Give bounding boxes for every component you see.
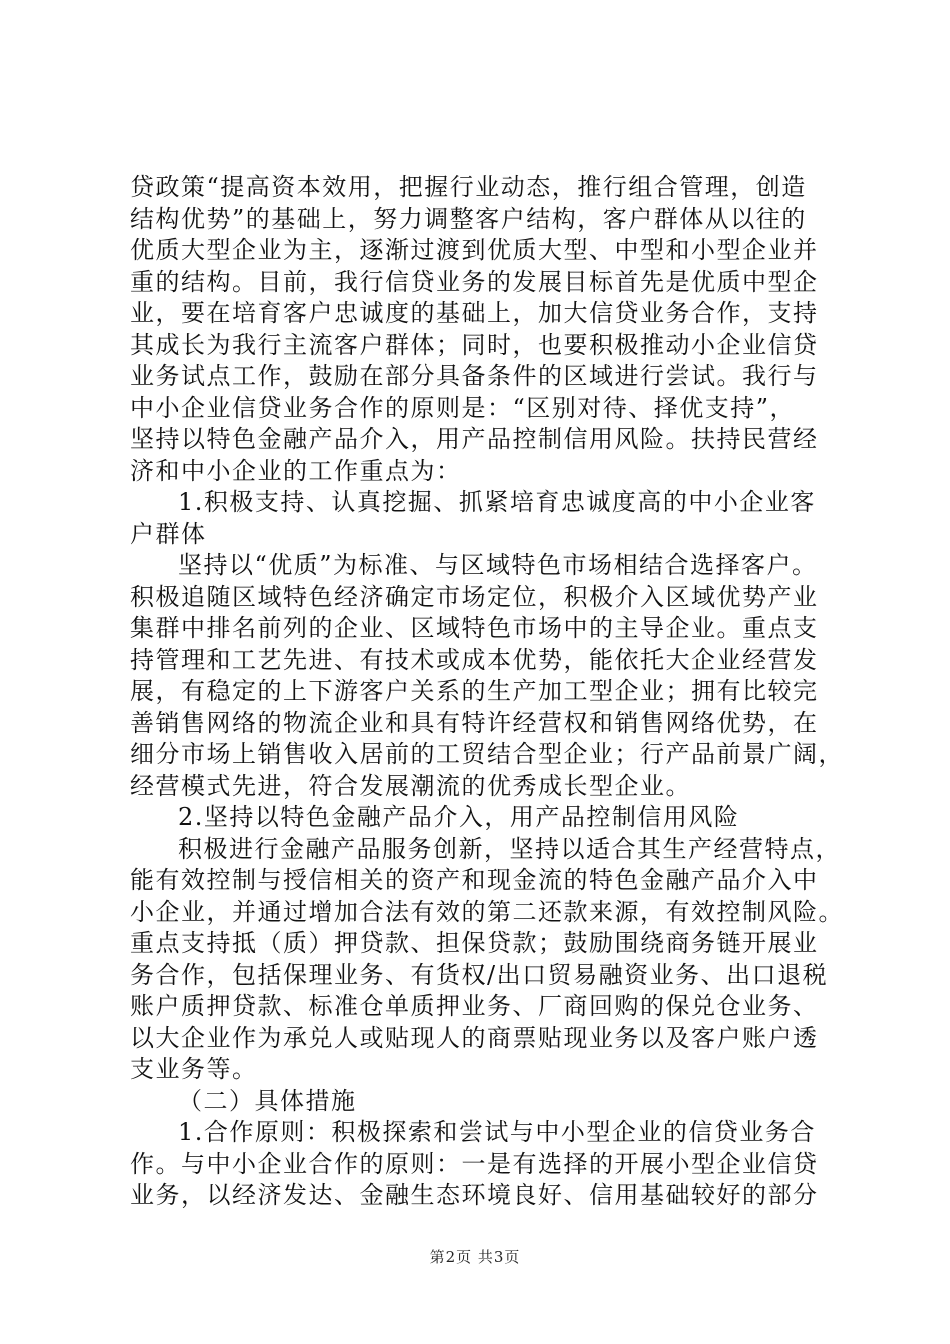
text-line: 作。与中小企业合作的原则：一是有选择的开展小型企业信贷 — [130, 1149, 819, 1178]
section-heading: 1.积极支持、认真挖掘、抓紧培育忠诚度高的中小企业客 — [178, 488, 816, 516]
text-line: 善销售网络的物流企业和具有特许经营权和销售网络优势，在 — [130, 708, 819, 737]
text-line: 结构优势”的基础上，努力调整客户结构，客户群体从以往的 — [130, 204, 807, 233]
text-line: 集群中排名前列的企业、区域特色市场中的主导企业。重点支 — [130, 614, 819, 642]
text-line: 积极追随区域特色经济确定市场定位，积极介入区域优势产业 — [130, 582, 819, 611]
paragraph-start: 坚持以“优质”为标准、与区域特色市场相结合选择客户。 — [178, 551, 818, 579]
paragraph-start: 积极进行金融产品服务创新，坚持以适合其生产经营特点， — [178, 834, 841, 863]
text-line: 细分市场上销售收入居前的工贸结合型企业；行产品前景广阔， — [130, 740, 844, 768]
section-heading: 2.坚持以特色金融产品介入，用产品控制信用风险 — [178, 803, 740, 831]
text-line: 业，要在培育客户忠诚度的基础上，加大信贷业务合作，支持 — [130, 299, 819, 327]
text-line: 小企业，并通过增加合法有效的第二还款来源，有效控制风险。 — [130, 897, 844, 926]
text-line: 优质大型企业为主，逐渐过渡到优质大型、中型和小型企业并 — [130, 236, 819, 264]
paragraph-start: 1.合作原则：积极探索和尝试与中小型企业的信贷业务合 — [178, 1118, 816, 1146]
text-line: 坚持以特色金融产品介入，用产品控制信用风险。扶持民营经 — [130, 425, 819, 453]
text-line: 以大企业作为承兑人或贴现人的商票贴现业务以及客户账户透 — [130, 1023, 819, 1052]
page-number-footer: 第2页 共3页 — [429, 1248, 521, 1266]
text-line: 贷政策“提高资本效用，把握行业动态，推行组合管理，创造 — [130, 173, 807, 201]
text-line: 支业务等。 — [130, 1055, 258, 1083]
section-heading: （二）具体措施 — [178, 1086, 357, 1115]
text-line: 业务，以经济发达、金融生态环境良好、信用基础较好的部分 — [130, 1181, 819, 1209]
document-body — [130, 172, 844, 1212]
text-line: 务合作，包括保理业务、有货权/出口贸易融资业务、出口退税 — [130, 960, 829, 989]
text-line: 持管理和工艺先进、有技术或成本优势，能依托大企业经营发 — [130, 645, 819, 674]
text-line: 能有效控制与授信相关的资产和现金流的特色金融产品介入中 — [130, 866, 819, 894]
text-line: 中小企业信贷业务合作的原则是：“区别对待、择优支持”， — [130, 393, 796, 422]
section-heading-continuation: 户群体 — [130, 519, 207, 548]
text-line: 经营模式先进，符合发展潮流的优秀成长型企业。 — [130, 771, 691, 800]
text-line: 账户质押贷款、标准仓单质押业务、厂商回购的保兑仓业务、 — [130, 992, 819, 1020]
text-line: 其成长为我行主流客户群体；同时，也要积极推动小企业信贷 — [130, 330, 819, 359]
text-line: 济和中小企业的工作重点为： — [130, 456, 462, 485]
text-line: 展，有稳定的上下游客户关系的生产加工型企业；拥有比较完 — [130, 677, 819, 705]
text-line: 重点支持抵（质）押贷款、担保贷款；鼓励围绕商务链开展业 — [130, 929, 819, 957]
text-line: 业务试点工作，鼓励在部分具备条件的区域进行尝试。我行与 — [130, 362, 819, 390]
text-line: 重的结构。目前，我行信贷业务的发展目标首先是优质中型企 — [130, 267, 819, 296]
